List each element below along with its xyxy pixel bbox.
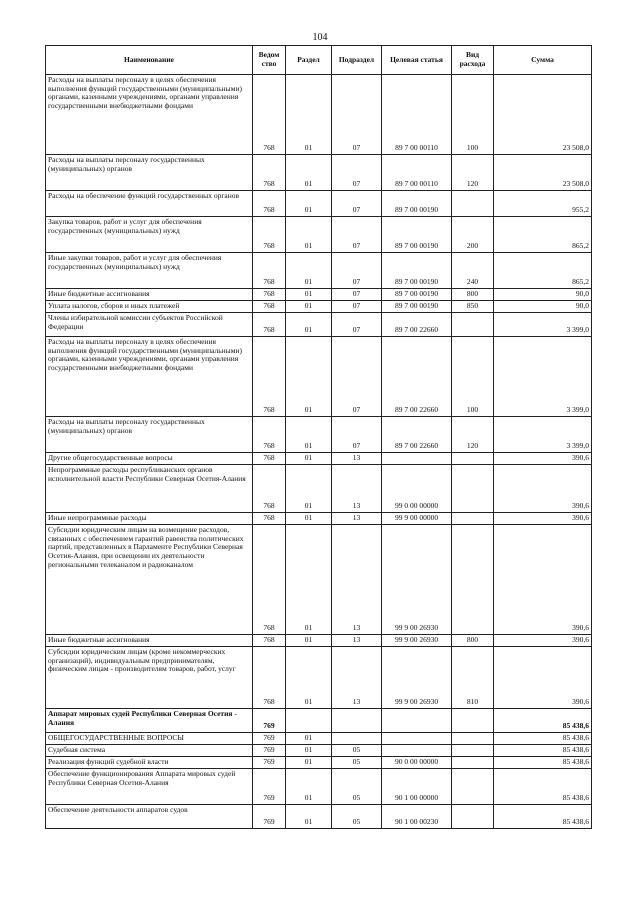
cell-dept: 769 (253, 709, 286, 733)
cell-amount: 85 438,6 (494, 745, 592, 757)
cell-dept: 768 (253, 301, 286, 313)
cell-target: 99 9 00 00000 (382, 513, 452, 525)
cell-dept: 768 (253, 75, 286, 155)
cell-target: 99 9 00 26930 (382, 635, 452, 647)
cell-expense-type (452, 757, 494, 769)
cell-name: Непрограммные расходы республиканских органов исполнительной власти Республики Северная Осетия-Алания (46, 465, 253, 513)
table-row (46, 75, 592, 155)
cell-section: 01 (286, 155, 332, 191)
cell-expense-type (452, 525, 494, 635)
cell-name: Расходы на выплаты персоналу государственных (муниципальных) органов (46, 417, 253, 453)
header-expense-type: Вид расхода (452, 46, 494, 75)
cell-target (382, 745, 452, 757)
header-subsection: Подраздел (332, 46, 382, 75)
cell-name: Иные непрограммные расходы (46, 513, 253, 525)
cell-section: 01 (286, 313, 332, 337)
cell-amount: 90,0 (494, 301, 592, 313)
budget-table (45, 45, 592, 829)
cell-dept: 768 (253, 289, 286, 301)
cell-dept: 769 (253, 745, 286, 757)
table-row (46, 301, 592, 313)
cell-section: 01 (286, 757, 332, 769)
header-row (46, 46, 592, 75)
table-row (46, 635, 592, 647)
header-section: Раздел (286, 46, 332, 75)
cell-subsection: 07 (332, 301, 382, 313)
cell-amount: 85 438,6 (494, 805, 592, 829)
cell-amount: 865,2 (494, 217, 592, 253)
table-row (46, 647, 592, 709)
cell-name: Аппарат мировых судей Республики Северная Осетия - Алания (46, 709, 253, 733)
table-row (46, 191, 592, 217)
table-row (46, 733, 592, 745)
cell-expense-type (452, 513, 494, 525)
cell-name: Расходы на обеспечение функций государственных органов (46, 191, 253, 217)
cell-dept: 768 (253, 337, 286, 417)
cell-amount: 23 508,0 (494, 75, 592, 155)
cell-name: Расходы на выплаты персоналу в целях обеспечения выполнения функций государственными (муниципальными) органами, казенными учреждениями, органами управления государственными внебюджетными фондами (46, 337, 253, 417)
cell-subsection: 07 (332, 417, 382, 453)
table-row (46, 769, 592, 805)
cell-amount: 3 399,0 (494, 313, 592, 337)
cell-expense-type (452, 745, 494, 757)
table-row (46, 453, 592, 465)
cell-section: 01 (286, 733, 332, 745)
cell-expense-type (452, 805, 494, 829)
cell-amount: 955,2 (494, 191, 592, 217)
header-amount: Сумма (494, 46, 592, 75)
table-row (46, 155, 592, 191)
cell-subsection: 07 (332, 253, 382, 289)
cell-expense-type: 200 (452, 217, 494, 253)
cell-amount: 390,6 (494, 513, 592, 525)
cell-subsection: 13 (332, 525, 382, 635)
cell-amount: 90,0 (494, 289, 592, 301)
cell-section: 01 (286, 769, 332, 805)
cell-amount: 3 399,0 (494, 337, 592, 417)
cell-dept: 768 (253, 313, 286, 337)
cell-target: 89 7 00 00190 (382, 191, 452, 217)
cell-dept: 768 (253, 465, 286, 513)
cell-dept: 768 (253, 453, 286, 465)
cell-subsection: 05 (332, 757, 382, 769)
header-dept: Ведом ство (253, 46, 286, 75)
cell-name: Иные бюджетные ассигнования (46, 635, 253, 647)
cell-expense-type: 100 (452, 337, 494, 417)
cell-target: 89 7 00 00190 (382, 217, 452, 253)
header-name: Наименование (46, 46, 253, 75)
cell-dept: 769 (253, 769, 286, 805)
table-row (46, 513, 592, 525)
cell-section: 01 (286, 453, 332, 465)
cell-subsection (332, 733, 382, 745)
cell-subsection: 13 (332, 465, 382, 513)
cell-amount: 23 508,0 (494, 155, 592, 191)
cell-expense-type (452, 709, 494, 733)
cell-target (382, 733, 452, 745)
cell-dept: 769 (253, 805, 286, 829)
cell-amount: 390,6 (494, 647, 592, 709)
cell-subsection: 07 (332, 191, 382, 217)
cell-dept: 768 (253, 253, 286, 289)
table-row (46, 337, 592, 417)
table-row (46, 313, 592, 337)
cell-section: 01 (286, 745, 332, 757)
cell-dept: 769 (253, 733, 286, 745)
cell-dept: 768 (253, 155, 286, 191)
cell-subsection: 05 (332, 745, 382, 757)
table-row (46, 709, 592, 733)
cell-target: 89 7 00 00190 (382, 289, 452, 301)
cell-expense-type (452, 313, 494, 337)
cell-subsection: 13 (332, 453, 382, 465)
cell-section: 01 (286, 635, 332, 647)
cell-dept: 769 (253, 757, 286, 769)
cell-section: 01 (286, 289, 332, 301)
cell-dept: 768 (253, 525, 286, 635)
cell-subsection: 13 (332, 635, 382, 647)
cell-name: Обеспечение функционирования Аппарата мировых судей Республики Северная Осетия-Алания (46, 769, 253, 805)
cell-target: 89 7 00 22660 (382, 313, 452, 337)
cell-dept: 768 (253, 513, 286, 525)
cell-expense-type: 120 (452, 155, 494, 191)
cell-name: Уплата налогов, сборов и иных платежей (46, 301, 253, 313)
cell-name: Другие общегосударственные вопросы (46, 453, 253, 465)
cell-name: ОБЩЕГОСУДАРСТВЕННЫЕ ВОПРОСЫ (46, 733, 253, 745)
cell-amount: 390,6 (494, 453, 592, 465)
table-row (46, 417, 592, 453)
table-row (46, 253, 592, 289)
cell-target: 89 7 00 00110 (382, 155, 452, 191)
cell-expense-type (452, 453, 494, 465)
table-row (46, 217, 592, 253)
cell-amount: 390,6 (494, 525, 592, 635)
cell-target: 99 0 00 00000 (382, 465, 452, 513)
cell-target: 90 0 00 00000 (382, 757, 452, 769)
header-target: Целевая статья (382, 46, 452, 75)
cell-name: Иные бюджетные ассигнования (46, 289, 253, 301)
cell-expense-type (452, 769, 494, 805)
cell-section: 01 (286, 253, 332, 289)
cell-subsection (332, 709, 382, 733)
cell-target: 89 7 00 22660 (382, 417, 452, 453)
cell-expense-type (452, 191, 494, 217)
cell-name: Обеспечение деятельности аппаратов судов (46, 805, 253, 829)
page-number: 104 (312, 32, 328, 43)
cell-section: 01 (286, 465, 332, 513)
cell-target: 89 7 00 00110 (382, 75, 452, 155)
cell-amount: 85 438,6 (494, 709, 592, 733)
cell-dept: 768 (253, 191, 286, 217)
cell-expense-type (452, 733, 494, 745)
cell-name: Закупка товаров, работ и услуг для обеспечения государственных (муниципальных) нужд (46, 217, 253, 253)
cell-section: 01 (286, 647, 332, 709)
cell-target: 89 7 00 00190 (382, 301, 452, 313)
cell-expense-type: 800 (452, 289, 494, 301)
cell-target: 89 7 00 22660 (382, 337, 452, 417)
cell-subsection: 07 (332, 155, 382, 191)
cell-amount: 390,6 (494, 465, 592, 513)
cell-section: 01 (286, 513, 332, 525)
cell-amount: 3 399,0 (494, 417, 592, 453)
table-row (46, 805, 592, 829)
cell-amount: 85 438,6 (494, 733, 592, 745)
cell-expense-type: 100 (452, 75, 494, 155)
cell-amount: 85 438,6 (494, 757, 592, 769)
cell-section: 01 (286, 337, 332, 417)
cell-section: 01 (286, 75, 332, 155)
cell-subsection: 13 (332, 647, 382, 709)
cell-section: 01 (286, 217, 332, 253)
cell-target: 90 1 00 00230 (382, 805, 452, 829)
cell-dept: 768 (253, 417, 286, 453)
cell-target: 90 1 00 00000 (382, 769, 452, 805)
cell-expense-type: 120 (452, 417, 494, 453)
cell-target (382, 709, 452, 733)
cell-name: Субсидии юридическим лицам на возмещение расходов, связанных с обеспечением гарантий равенства политических партий, представленных в Парламенте Республики Северная Осетия-Алания, при освещении их деятельности региональными телеканалом и радиоканалом (46, 525, 253, 635)
cell-name: Реализация функций судебной власти (46, 757, 253, 769)
table-row (46, 289, 592, 301)
cell-subsection: 05 (332, 805, 382, 829)
table-row (46, 525, 592, 635)
cell-subsection: 07 (332, 289, 382, 301)
cell-section: 01 (286, 805, 332, 829)
cell-amount: 85 438,6 (494, 769, 592, 805)
cell-subsection: 13 (332, 513, 382, 525)
cell-name: Расходы на выплаты персоналу государственных (муниципальных) органов (46, 155, 253, 191)
cell-amount: 865,2 (494, 253, 592, 289)
cell-dept: 768 (253, 217, 286, 253)
cell-target: 89 7 00 00190 (382, 253, 452, 289)
cell-target: 99 9 00 26930 (382, 525, 452, 635)
cell-dept: 768 (253, 635, 286, 647)
table-row (46, 757, 592, 769)
cell-section: 01 (286, 525, 332, 635)
cell-name: Члены избирательной комиссии субъектов Российской Федерации (46, 313, 253, 337)
cell-subsection: 07 (332, 217, 382, 253)
table-row (46, 745, 592, 757)
cell-target: 99 9 00 26930 (382, 647, 452, 709)
cell-section (286, 709, 332, 733)
cell-expense-type: 800 (452, 635, 494, 647)
cell-subsection: 07 (332, 337, 382, 417)
cell-expense-type: 850 (452, 301, 494, 313)
cell-section: 01 (286, 191, 332, 217)
cell-name: Субсидии юридическим лицам (кроме некоммерческих организаций), индивидуальным предпринимателям, физическим лицам - производителям товаров, работ, услуг (46, 647, 253, 709)
cell-subsection: 07 (332, 75, 382, 155)
cell-section: 01 (286, 417, 332, 453)
cell-expense-type: 240 (452, 253, 494, 289)
cell-name: Иные закупки товаров, работ и услуг для обеспечения государственных (муниципальных) нужд (46, 253, 253, 289)
cell-name: Судебная система (46, 745, 253, 757)
cell-subsection: 05 (332, 769, 382, 805)
table-row (46, 465, 592, 513)
cell-dept: 768 (253, 647, 286, 709)
cell-subsection: 07 (332, 313, 382, 337)
cell-target (382, 453, 452, 465)
cell-section: 01 (286, 301, 332, 313)
cell-expense-type: 810 (452, 647, 494, 709)
cell-name: Расходы на выплаты персоналу в целях обеспечения выполнения функций государственными (муниципальными) органами, казенными учреждениями, органами управления государственными внебюджетными фондами (46, 75, 253, 155)
cell-amount: 390,6 (494, 635, 592, 647)
cell-expense-type (452, 465, 494, 513)
